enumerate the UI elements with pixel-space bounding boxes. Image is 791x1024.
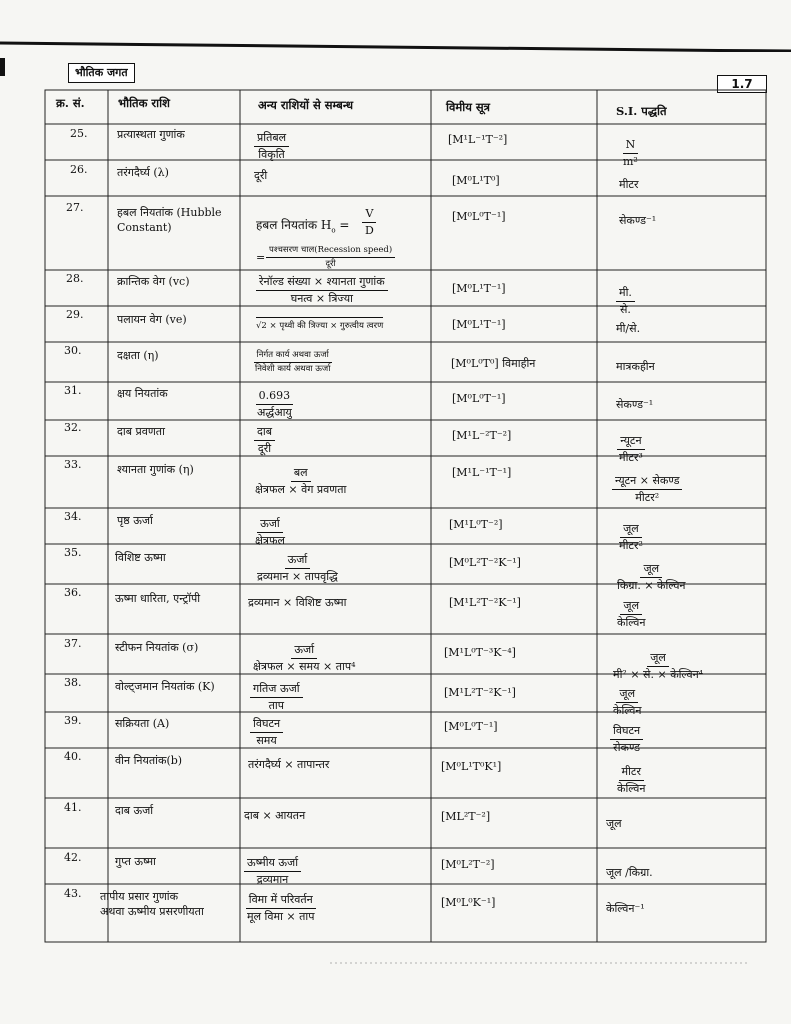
row-quantity: दक्षता (η) [117,349,159,362]
row-sn: 28. [66,272,84,285]
row-si-unit: सेकण्ड⁻¹ [619,214,657,227]
row-quantity: वोल्ट्जमान नियतांक (K) [115,680,215,693]
row-si-unit: मी. से. [616,286,635,317]
row-quantity: दाब ऊर्जा [115,804,154,817]
row-relation: विमा में परिवर्तन मूल विमा × ताप [247,893,315,923]
row-relation-eq: = [256,251,266,264]
row-dimension: [M¹L⁻¹T⁻¹] [452,466,512,479]
row-si-unit: जूल /किग्रा. [606,866,653,879]
row-sn: 30. [64,344,82,357]
row-sn: 34. [64,510,82,523]
row-dimension: [M⁰L¹T⁻¹] [452,318,506,331]
row-quantity: गुप्त ऊष्मा [115,855,156,868]
row-relation: ऊर्जा क्षेत्रफल [255,517,285,547]
row-relation: तरंगदैर्घ्य × तापान्तर [248,758,330,771]
row-si-unit: सेकण्ड⁻¹ [616,398,654,411]
row-dimension: [M⁰L⁰T⁻¹] [452,392,506,405]
row-dimension: [M⁰L⁰T⁻¹] [452,210,506,223]
row-relation: निर्गत कार्य अथवा ऊर्जा निवेशी कार्य अथवा ऊर्जा [255,350,331,374]
row-quantity: क्रान्तिक वेग (vc) [117,275,190,288]
row-relation: दाब × आयतन [244,809,306,822]
row-si-unit: न्यूटन मीटर³ [619,434,643,464]
row-si-unit: जूल मीटर² [619,522,643,552]
row-dimension: [M⁰L⁰T⁻¹] [444,720,498,733]
row-si-unit: केल्विन⁻¹ [606,902,645,915]
row-quantity-cont: अथवा ऊष्मीय प्रसरणीयता [100,905,204,918]
row-dimension: [M⁰L¹T⁰K¹] [441,760,502,773]
col-header-quantity: भौतिक राशि [118,96,170,110]
row-si-unit: जूल केल्विन [617,599,646,629]
col-header-sn: क्र. सं. [56,96,85,110]
col-header-dimension: विमीय सूत्र [446,100,491,114]
row-relation: गतिज ऊर्जा ताप [250,682,303,713]
row-quantity: तापीय प्रसार गुणांक [100,890,179,903]
row-quantity: श्यानता गुणांक (η) [117,463,194,476]
section-title: भौतिक जगत [68,63,135,83]
row-sn: 36. [64,586,82,599]
row-si-unit: मात्रकहीन [616,360,655,373]
row-dimension: [M¹L⁻²T⁻²] [452,429,512,442]
row-quantity: स्टीफन नियतांक (σ) [115,641,199,654]
row-sn: 37. [64,637,82,650]
row-si-unit: विघटन सेकण्ड [610,724,643,755]
row-relation: रेनॉल्ड संख्या × श्यानता गुणांक घनत्व × त्रिज्या [256,275,388,306]
row-sn: 41. [64,801,82,814]
row-dimension: [M⁰L¹T⁻¹] [452,282,506,295]
row-si-unit: जूल किग्रा. × केल्विन [617,562,686,592]
row-dimension: [M⁰L⁰K⁻¹] [441,896,496,909]
row-quantity: हबल नियतांक (Hubble [117,206,222,219]
row-relation-lhs: हबल नियतांक $H_o$ = [256,218,350,235]
row-si-unit: जूल [606,817,622,830]
row-relation: प्रतिबल विकृति [254,131,289,162]
row-relation: ऊष्मीय ऊर्जा द्रव्यमान [244,856,301,887]
page-number: 1.7 [717,75,767,93]
row-sn: 43. [64,887,82,900]
row-relation: द्रव्यमान × विशिष्ट ऊष्मा [248,596,347,609]
row-dimension: [M⁰L¹T⁰] [452,174,500,187]
row-si-unit: जूल मी² × से. × केल्विन⁴ [613,651,704,681]
row-sn: 40. [64,750,82,763]
row-dimension: [M⁰L²T⁻²] [441,858,495,871]
col-header-si: S.I. पद्धति [616,104,667,118]
row-relation: ऊर्जा द्रव्यमान × तापवृद्धि [257,553,338,583]
row-relation: $\frac{V}{D}$ [362,207,377,238]
row-relation: दूरी [254,169,268,182]
row-quantity: क्षय नियतांक [117,387,168,400]
row-quantity: विशिष्ट ऊष्मा [115,551,166,564]
row-dimension: [M¹L⁰T⁻³K⁻⁴] [444,646,516,659]
row-dimension: [M¹L⁰T⁻²] [449,518,503,531]
row-relation: बल क्षेत्रफल × वेग प्रवणता [255,466,347,496]
row-quantity-cont: Constant) [117,221,172,234]
row-si-unit: जूल केल्विन [613,687,642,717]
row-relation: 0.693 अर्द्धआयु [257,389,292,419]
row-sn: 38. [64,676,82,689]
row-sn: 33. [64,458,82,471]
row-dimension: [M⁰L⁰T⁰] विमाहीन [451,357,536,370]
row-sn: 25. [70,127,88,140]
row-dimension: [ML²T⁻²] [441,810,491,823]
row-quantity: सक्रियता (A) [115,717,170,730]
row-sn: 31. [64,384,82,397]
row-dimension: [M¹L⁻¹T⁻²] [448,133,508,146]
row-quantity: तरंगदैर्घ्य (λ) [117,166,169,179]
row-si-unit: मीटर केल्विन [617,765,646,795]
row-relation: √2 × पृथ्वी की त्रिज्या × गुरुत्वीय त्वरण [256,317,383,333]
col-header-relation: अन्य राशियों से सम्बन्ध [258,98,354,112]
row-quantity: प्रत्यास्थता गुणांक [117,128,185,141]
row-si-unit: मी/से. [616,322,641,335]
row-dimension: [M⁰L²T⁻²K⁻¹] [449,556,521,569]
row-sn: 39. [64,714,82,727]
row-quantity: दाब प्रवणता [117,425,165,438]
row-dimension: [M¹L²T⁻²K⁻¹] [449,596,521,609]
row-relation: विघटन समय [250,717,283,748]
row-sn: 26. [70,163,88,176]
bottom-scan-mark [0,960,791,966]
row-quantity: पृष्ठ ऊर्जा [117,514,153,527]
row-si-unit: न्यूटन × सेकण्ड मीटर² [612,474,682,505]
row-sn: 32. [64,421,82,434]
row-sn: 27. [66,201,84,214]
row-sn: 35. [64,546,82,559]
row-dimension: [M¹L²T⁻²K⁻¹] [444,686,516,699]
row-si-unit: मीटर [619,178,639,191]
row-quantity: वीन नियतांक(b) [115,754,183,767]
row-sn: 29. [66,308,84,321]
row-relation-alt: पश्चसरण चाल(Recession speed) दूरी [266,245,395,270]
row-relation: ऊर्जा क्षेत्रफल × समय × ताप⁴ [253,643,356,673]
row-quantity: पलायन वेग (ve) [117,313,187,326]
row-sn: 42. [64,851,82,864]
row-quantity: ऊष्मा धारिता, एन्ट्रॉपी [115,592,201,605]
row-si-unit: $\frac{N}{\text{m²}}$ [623,138,638,168]
row-relation: दाब दूरी [254,425,275,456]
